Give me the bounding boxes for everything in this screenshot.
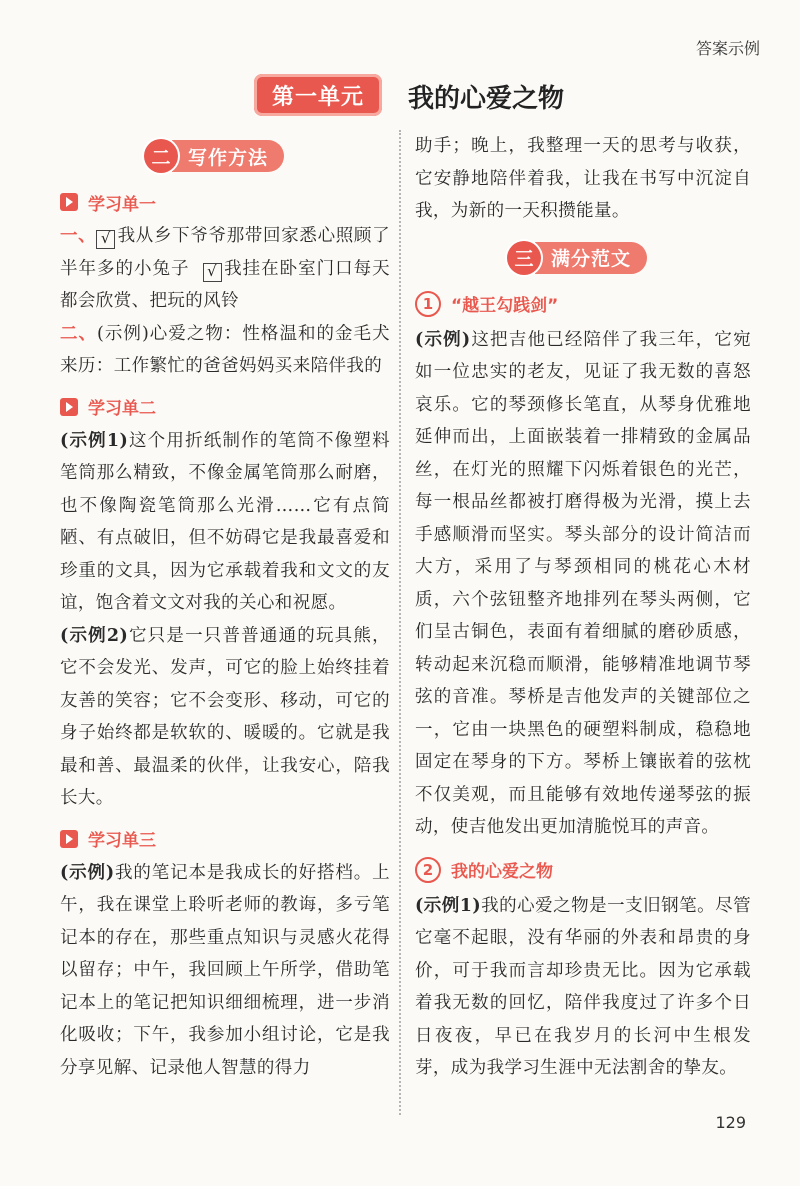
essay-2-body: [415, 890, 751, 1085]
item-prefix: 二、: [60, 323, 98, 344]
study-sheet-1-label: 学习单一: [88, 194, 156, 215]
essay-1-title: “越王勾践剑”: [451, 296, 559, 316]
writing-method-header: [144, 138, 390, 174]
item-prefix: 一、: [60, 226, 97, 246]
essay-1-body: [415, 324, 751, 844]
unit-title: 我的心爱之物: [408, 84, 565, 114]
model-essay-header: [507, 240, 751, 276]
sheet-1-item-1: [60, 220, 390, 318]
example-tag: (示例1): [60, 430, 129, 451]
sheet-2-example-2: [60, 620, 390, 815]
model-essay-title: 满分范文: [535, 242, 647, 274]
left-column: [60, 134, 408, 1084]
example-text: 它只是一只普普通通的玩具熊，它不会发光、发声，可它的脸上始终挂着友善的笑容；它不会变形、移动，可它的身子始终都是软软的、暖暖的。它就是我最和善、最温柔的伙伴，让我安心，陪我长大。: [60, 625, 390, 808]
essay-1-header: [415, 290, 751, 318]
continuation-text: 助手；晚上，我整理一天的思考与收获，它安静地陪伴着我，让我在书写中沉淀自我，为新的一天积攒能量。: [415, 136, 751, 221]
page-number: 129: [715, 1113, 746, 1132]
checkbox-checked-icon: √: [203, 263, 222, 282]
example-text: 我的心爱之物是一支旧钢笔。尽管它毫不起眼，没有华丽的外表和昂贵的身价，可于我而言却珍贵无比。因为它承载着我无数的回忆，陪伴我度过了许多个日日夜夜，早已在我岁月的长河中生根发芽，成为我学习生涯中无法割舍的挚友。: [415, 895, 751, 1078]
arrow-icon: [60, 193, 78, 211]
sheet-3-example: [60, 857, 390, 1085]
example-text: 这个用折纸制作的笔筒不像塑料笔筒那么精致，不像金属笔筒那么耐磨，也不像陶瓷笔筒那么光滑……它有点简陋、有点破旧，但不妨碍它是我最喜爱和珍重的文具，因为它承载着我和文文的友谊，饱含着文文对我的关心和祝愿。: [60, 430, 390, 613]
unit-badge: 第一单元: [254, 74, 382, 116]
study-sheet-2-label: 学习单二: [88, 399, 156, 419]
essay-2-header: [415, 856, 751, 884]
example-tag: (示例1): [415, 895, 482, 916]
study-sheet-3-label: 学习单三: [88, 831, 156, 851]
study-sheet-3-header: [60, 825, 390, 853]
arrow-icon: [60, 398, 78, 416]
essay-2-number: 2: [415, 857, 441, 883]
section-corner-label: 答案示例: [695, 39, 760, 58]
essay-2-title: 我的心爱之物: [451, 862, 553, 882]
right-column: [415, 130, 751, 1085]
sheet-2-example-1: [60, 425, 390, 620]
item-text: 我从乡下爷爷那带回家悉心照顾了半年多的小兔子: [60, 226, 390, 279]
writing-method-title: 写作方法: [172, 140, 284, 172]
example-text: 这把吉他已经陪伴了我三年，它宛如一位忠实的老友，见证了我无数的喜怒哀乐。它的琴颈修长笔直，从琴身优雅地延伸而出，上面嵌装着一排精致的金属品丝，在灯光的照耀下闪烁着银色的光芒，每一根品丝都被打磨得极为光滑，摸上去手感顺滑而坚实。琴头部分的设计简洁而大方，采用了与琴颈相同的桃花心木材质，六个弦钮整齐地排列在琴头两侧，它们呈古铜色，表面有着细腻的磨砂质感，转动起来沉稳而顺滑，能够精准地调节琴弦的音准。琴桥是吉他发声的关键部位之一，它由一块黑色的硬塑料制成，稳稳地固定在琴身的下方。琴桥上镶嵌着的弦枕不仅美观，而且能够有效地传递琴弦的振动，使吉他发出更加清脆悦耳的声音。: [415, 329, 752, 837]
checkbox-checked-icon: √: [96, 230, 115, 249]
model-essay-number: 三: [507, 241, 541, 275]
column-divider: [399, 130, 401, 1115]
item-text: 我挂在卧室门口每天都会欣赏、把玩的风铃: [60, 258, 390, 311]
study-sheet-1-header: [60, 188, 390, 216]
arrow-icon: [60, 830, 78, 848]
example-tag: (示例): [415, 329, 471, 350]
essay-1-number: 1: [415, 291, 441, 317]
writing-method-number: 二: [144, 139, 178, 173]
example-tag: (示例): [60, 862, 115, 883]
sheet-1-item-2: [60, 318, 408, 383]
example-text: 我的笔记本是我成长的好搭档。上午，我在课堂上聆听老师的教诲，多亏笔记本的存在，那些重点知识与灵感火花得以留存；中午，我回顾上午所学，借助笔记本上的笔记把知识细细梳理，进一步消化吸收；下午，我参加小组讨论，它是我分享见解、记录他人智慧的得力: [60, 862, 391, 1078]
study-sheet-2-header: [60, 393, 390, 421]
item-text: (示例)心爱之物：性格温和的金毛犬 来历：工作繁忙的爸爸妈妈买来陪伴我的: [60, 323, 408, 376]
example-tag: (示例2): [60, 625, 129, 646]
